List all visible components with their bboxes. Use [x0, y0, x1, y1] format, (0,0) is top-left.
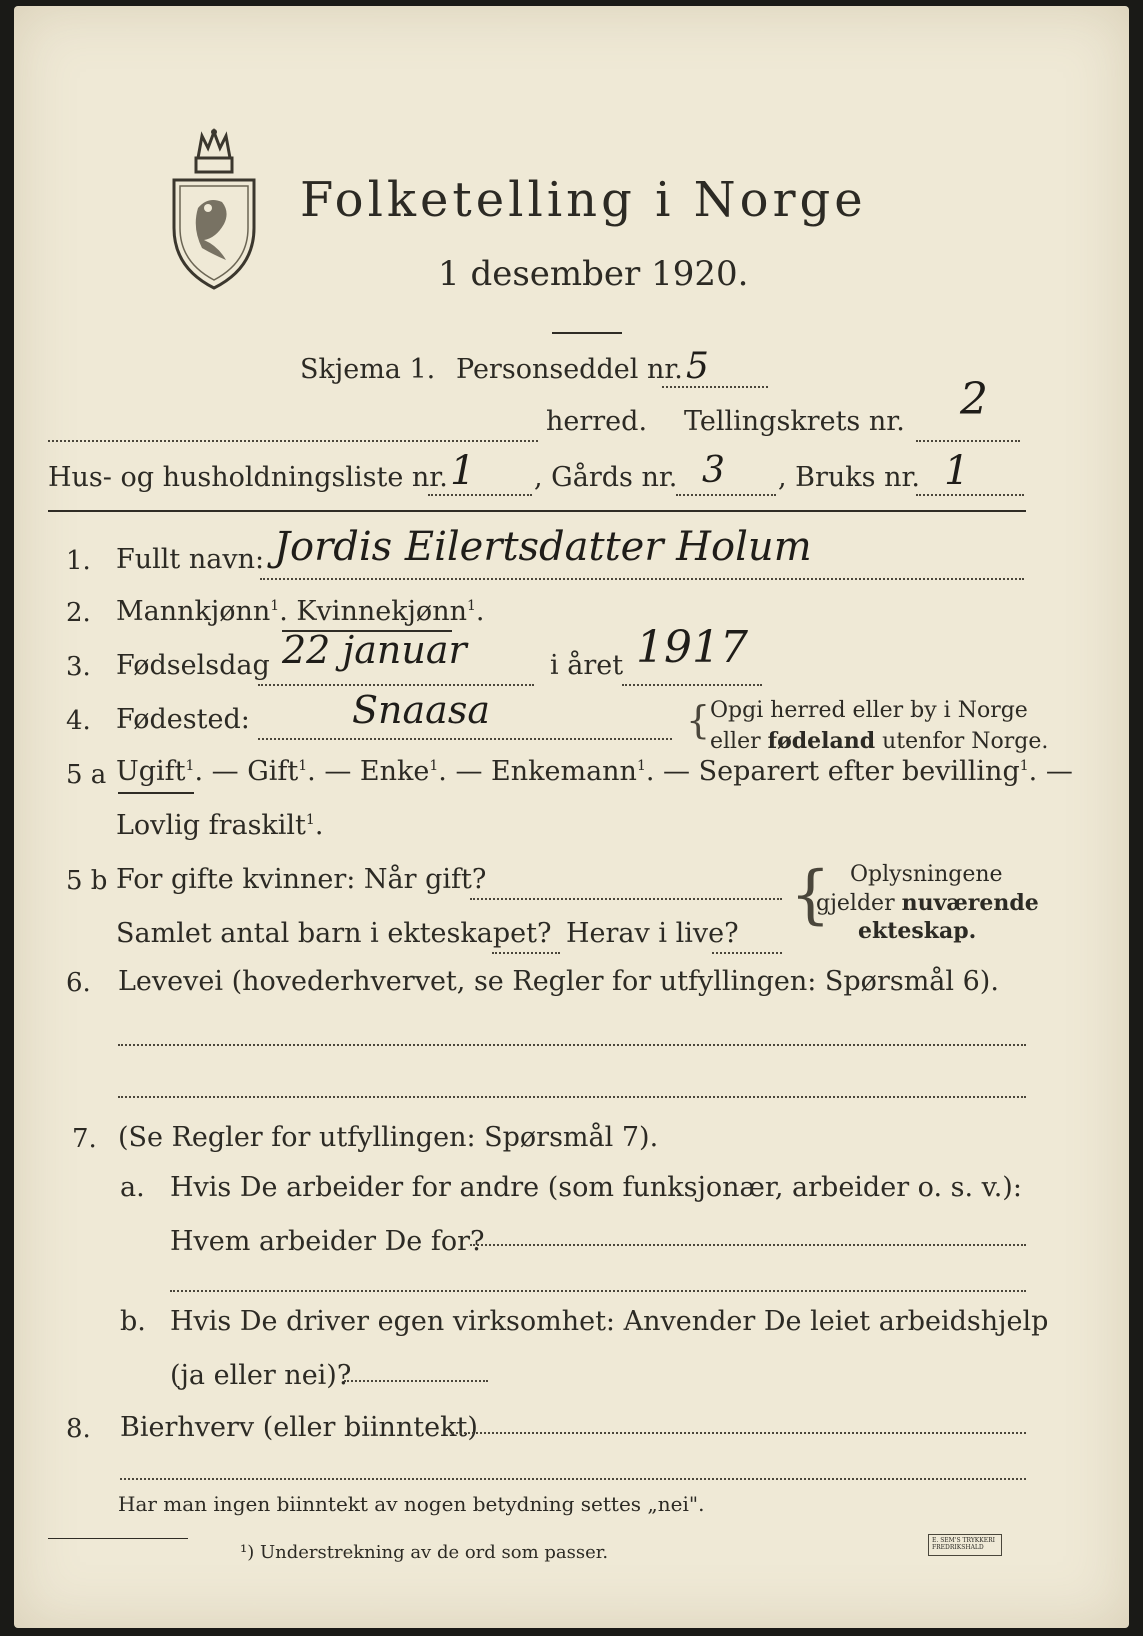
q5a-number: 5 a: [66, 760, 107, 790]
q3-label: Fødselsdag: [116, 650, 270, 681]
q7b-line: [344, 1380, 488, 1382]
husholdningsliste-label: Hus- og husholdningsliste nr.: [48, 462, 448, 493]
q5b-number: 5 b: [66, 866, 108, 896]
q8-number: 8.: [66, 1414, 91, 1444]
q5b-brace: {: [790, 858, 831, 932]
separert-option[interactable]: . — Separert efter bevilling: [645, 756, 1020, 787]
footnote-mark: 1: [270, 598, 280, 614]
footnote-divider: [48, 1538, 188, 1539]
q7b-question: (ja eller nei)?: [170, 1360, 352, 1391]
birthday-line: [258, 684, 534, 686]
q4-number: 4.: [66, 706, 91, 736]
tellingskrets-value[interactable]: 2: [960, 374, 988, 425]
header-divider: [48, 510, 1026, 512]
herred-label: herred.: [546, 406, 648, 437]
q5b-note-1: Oplysningene: [850, 862, 1003, 887]
q6-line-2: [118, 1096, 1026, 1098]
tellingskrets-label: Tellingskrets nr.: [684, 406, 905, 437]
live-line: [712, 952, 782, 954]
q8-line-1: [452, 1432, 1026, 1434]
q6-line-1: [118, 1044, 1026, 1046]
bruks-line: [916, 494, 1024, 496]
kvinnekjonn-option[interactable]: . Kvinnekjønn: [279, 596, 467, 627]
birthday-value[interactable]: 22 januar: [282, 628, 467, 672]
bruks-value[interactable]: 1: [944, 448, 970, 494]
q6-label: Levevei (hovederhvervet, se Regler for utfyllingen: Spørsmål 6).: [118, 966, 999, 997]
birthplace-value[interactable]: Snaasa: [352, 688, 490, 732]
q7a-text: Hvis De arbeider for andre (som funksjonær, arbeider o. s. v.):: [170, 1172, 1022, 1203]
birthplace-brace: {: [686, 698, 711, 742]
birthplace-note-2: eller fødeland utenfor Norge.: [710, 728, 1049, 754]
q2-label: [116, 596, 484, 627]
q5b-note-2: gjelder nuværende: [816, 890, 1039, 916]
tellingskrets-line: [916, 440, 1020, 442]
q1-label: Fullt navn:: [116, 544, 265, 575]
q2-number: 2.: [66, 598, 91, 628]
skjema-label: Skjema 1.: [300, 354, 436, 385]
q7a-letter: a.: [120, 1172, 145, 1203]
q5a-tail: . —: [1028, 756, 1073, 787]
husholdningsliste-line: [428, 494, 532, 496]
q7a-line-1: [470, 1244, 1026, 1246]
barn-label: Samlet antal barn i ekteskapet?: [116, 918, 552, 949]
q3-number: 3.: [66, 652, 91, 682]
footer-note: Har man ingen biinntekt av nogen betydning settes „nei".: [118, 1492, 705, 1516]
ugift-option[interactable]: Ugift: [116, 756, 186, 787]
q7b-letter: b.: [120, 1306, 146, 1337]
q5b-label: For gifte kvinner: Når gift?: [116, 864, 487, 895]
personseddel-line: [662, 386, 768, 388]
husholdningsliste-value[interactable]: 1: [450, 448, 476, 494]
q7-label: (Se Regler for utfyllingen: Spørsmål 7).: [118, 1122, 659, 1153]
printer-stamp-text: E. SEM'S TRYKKERI FREDRIKSHALD: [932, 1537, 996, 1551]
live-label: Herav i live?: [566, 918, 739, 949]
enke-option[interactable]: . — Enke: [307, 756, 430, 787]
q6-number: 6.: [66, 968, 91, 998]
ugift-underline: [118, 792, 194, 794]
gards-label: , Gårds nr.: [534, 462, 678, 493]
q1-number: 1.: [66, 546, 91, 576]
birthplace-line: [258, 738, 672, 740]
q5b-note-3: ekteskap.: [858, 918, 977, 944]
coat-of-arms-icon: [168, 128, 260, 293]
q7b-text: Hvis De driver egen virksomhet: Anvender De leiet arbeidshjelp: [170, 1306, 1049, 1337]
herred-line: [48, 440, 538, 442]
q1-line: [260, 578, 1024, 580]
year-line: [622, 684, 762, 686]
q8-line-2: [120, 1478, 1026, 1480]
q4-label: Fødested:: [116, 704, 250, 735]
gards-value[interactable]: 3: [702, 450, 725, 491]
nar-gift-line: [470, 898, 782, 900]
gards-line: [676, 494, 776, 496]
form-date: 1 desember 1920.: [438, 254, 749, 294]
barn-line: [492, 952, 560, 954]
marital-status-options: Ugift$^1$. — Gift$^1$. — Enke$^1$. — Enkemann$^1$. — Separert efter bevilling$^1$. —: [116, 756, 1073, 787]
enkemann-option[interactable]: . — Enkemann: [438, 756, 637, 787]
year-label: i året: [550, 650, 624, 681]
q7a-question: Hvem arbeider De for?: [170, 1226, 485, 1257]
gift-option[interactable]: . — Gift: [194, 756, 299, 787]
title-divider: [552, 332, 622, 334]
footnote-mark: 1: [466, 598, 476, 614]
lovlig-fraskilt-option[interactable]: Lovlig fraskilt$^1$.: [116, 810, 324, 841]
q7-number: 7.: [72, 1124, 97, 1154]
q8-label: Bierhverv (eller biinntekt): [120, 1412, 478, 1443]
personseddel-label: Personseddel nr.: [456, 354, 683, 385]
footnote-text: ¹) Understrekning av de ord som passer.: [240, 1542, 609, 1563]
birth-year-value[interactable]: 1917: [636, 622, 748, 673]
personseddel-value[interactable]: 5: [686, 346, 709, 387]
mannkjonn-option[interactable]: Mannkjønn: [116, 596, 271, 627]
form-title: Folketelling i Norge: [300, 172, 867, 228]
full-name-value[interactable]: Jordis Eilertsdatter Holum: [274, 524, 812, 570]
bruks-label: , Bruks nr.: [778, 462, 921, 493]
birthplace-note-1: Opgi herred eller by i Norge: [710, 698, 1028, 723]
q7a-line-2: [170, 1290, 1026, 1292]
q2-tail: .: [475, 596, 485, 627]
